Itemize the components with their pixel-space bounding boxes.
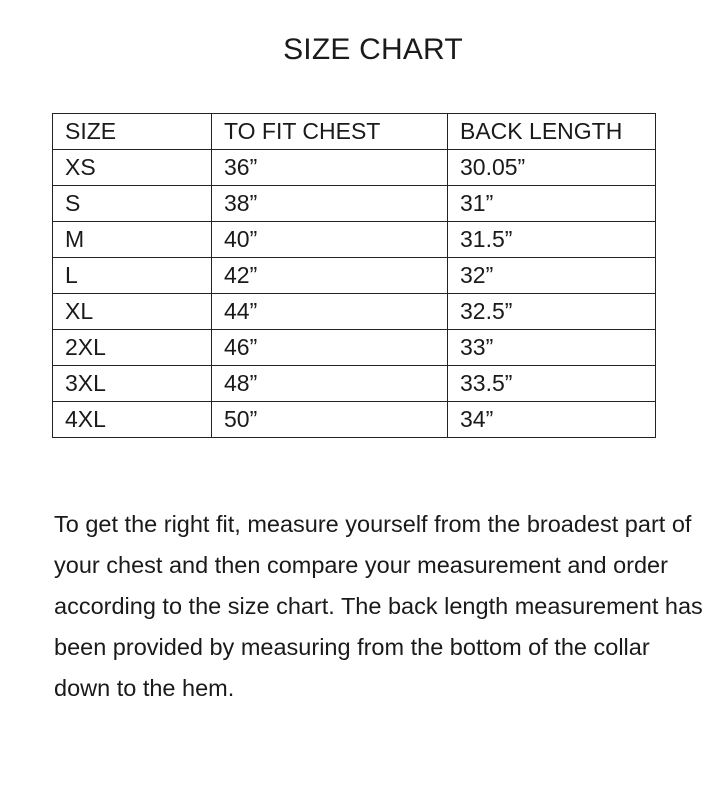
size-table: [52, 113, 656, 438]
cell-size: L: [53, 258, 212, 294]
cell-chest: 46”: [212, 330, 448, 366]
cell-size: M: [53, 222, 212, 258]
cell-size: 3XL: [53, 366, 212, 402]
page-title: SIZE CHART: [283, 33, 463, 66]
header-back-length: BACK LENGTH: [448, 114, 656, 150]
cell-back-length: 30.05”: [448, 150, 656, 186]
table-row: [53, 294, 656, 330]
cell-back-length: 34”: [448, 402, 656, 438]
table-row: [53, 186, 656, 222]
cell-chest: 44”: [212, 294, 448, 330]
cell-size: 2XL: [53, 330, 212, 366]
cell-chest: 36”: [212, 150, 448, 186]
cell-size: XL: [53, 294, 212, 330]
cell-chest: 42”: [212, 258, 448, 294]
table-row: [53, 222, 656, 258]
fit-instructions: To get the right fit, measure yourself from the broadest part of your chest and then compare your measurement and order according to the size chart. The back length measurement has been provided by measuring from the bottom of the collar down to the hem.: [54, 511, 703, 701]
cell-back-length: 31”: [448, 186, 656, 222]
header-chest: TO FIT CHEST: [212, 114, 448, 150]
cell-back-length: 31.5”: [448, 222, 656, 258]
table-row: [53, 330, 656, 366]
cell-back-length: 33.5”: [448, 366, 656, 402]
table-row: [53, 402, 656, 438]
table-row: [53, 366, 656, 402]
cell-size: XS: [53, 150, 212, 186]
table-row: [53, 258, 656, 294]
table-row: [53, 150, 656, 186]
cell-chest: 48”: [212, 366, 448, 402]
cell-size: S: [53, 186, 212, 222]
header-size: SIZE: [53, 114, 212, 150]
table-header-row: [53, 114, 656, 150]
cell-chest: 38”: [212, 186, 448, 222]
cell-size: 4XL: [53, 402, 212, 438]
cell-back-length: 32.5”: [448, 294, 656, 330]
cell-back-length: 33”: [448, 330, 656, 366]
cell-back-length: 32”: [448, 258, 656, 294]
cell-chest: 40”: [212, 222, 448, 258]
cell-chest: 50”: [212, 402, 448, 438]
